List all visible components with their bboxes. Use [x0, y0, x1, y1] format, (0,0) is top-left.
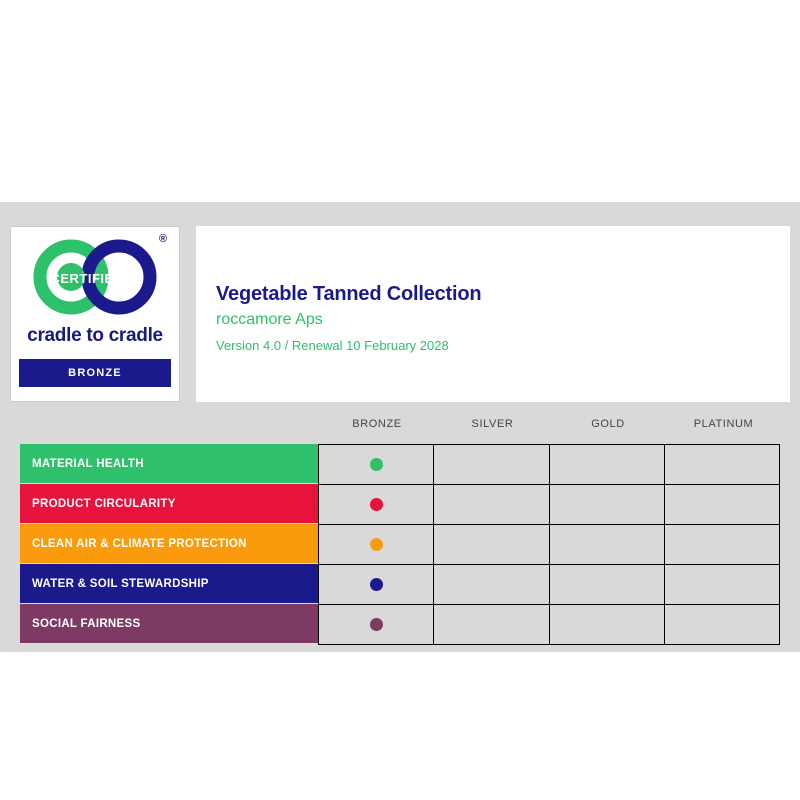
category-row	[20, 564, 318, 603]
page-title: Vegetable Tanned Collection	[216, 283, 482, 305]
table-row	[319, 445, 780, 485]
achievement-dot-icon	[370, 458, 383, 471]
table-row	[319, 525, 780, 565]
c2c-logo-inner	[11, 227, 179, 373]
grid-cell	[550, 605, 665, 645]
product-info-card	[196, 226, 790, 402]
registered-trademark-icon: ®	[158, 233, 167, 245]
achievement-grid	[318, 444, 780, 645]
level-header-bronze: BRONZE	[352, 418, 402, 430]
grid-cell	[434, 565, 549, 605]
company-name: roccamore Aps	[216, 311, 323, 328]
level-column-headers	[318, 418, 780, 440]
level-header-platinum: PLATINUM	[693, 418, 754, 430]
grid-cell	[665, 525, 780, 565]
certification-level-badge: BRONZE	[19, 359, 171, 387]
c2c-logo-card	[10, 226, 180, 402]
category-row	[20, 484, 318, 523]
grid-cell	[665, 445, 780, 485]
grid-cell	[550, 565, 665, 605]
achievement-dot-icon	[370, 498, 383, 511]
level-header-silver: SILVER	[471, 418, 514, 430]
category-row	[20, 524, 318, 563]
category-label: WATER & SOIL STEWARDSHIP	[32, 577, 209, 590]
category-row	[20, 604, 318, 643]
category-column	[20, 444, 318, 644]
version-renewal-text: Version 4.0 / Renewal 10 February 2028	[216, 338, 449, 353]
grid-cell	[550, 525, 665, 565]
category-label: MATERIAL HEALTH	[32, 457, 144, 470]
grid-cell	[319, 445, 434, 485]
brand-wordmark: cradle to cradle	[27, 325, 163, 346]
table-row	[319, 605, 780, 645]
grid-cell	[665, 605, 780, 645]
grid-cell	[665, 485, 780, 525]
grid-cell	[550, 445, 665, 485]
grid-cell	[319, 525, 434, 565]
table-row	[319, 485, 780, 525]
certified-label: CERTIFIED	[50, 271, 124, 286]
table-row	[319, 565, 780, 605]
grid-cell	[665, 565, 780, 605]
category-label: PRODUCT CIRCULARITY	[32, 497, 176, 510]
grid-cell	[434, 525, 549, 565]
category-row	[20, 444, 318, 483]
achievement-dot-icon	[370, 538, 383, 551]
achievement-dot-icon	[370, 618, 383, 631]
grid-cell	[434, 605, 549, 645]
grid-cell	[434, 445, 549, 485]
grid-cell	[319, 565, 434, 605]
category-label: CLEAN AIR & CLIMATE PROTECTION	[32, 537, 247, 550]
grid-cell	[319, 485, 434, 525]
grid-cell	[319, 605, 434, 645]
achievement-dot-icon	[370, 578, 383, 591]
grid-cell	[550, 485, 665, 525]
grid-cell	[434, 485, 549, 525]
level-header-gold: GOLD	[591, 418, 625, 430]
category-label: SOCIAL FAIRNESS	[32, 617, 141, 630]
